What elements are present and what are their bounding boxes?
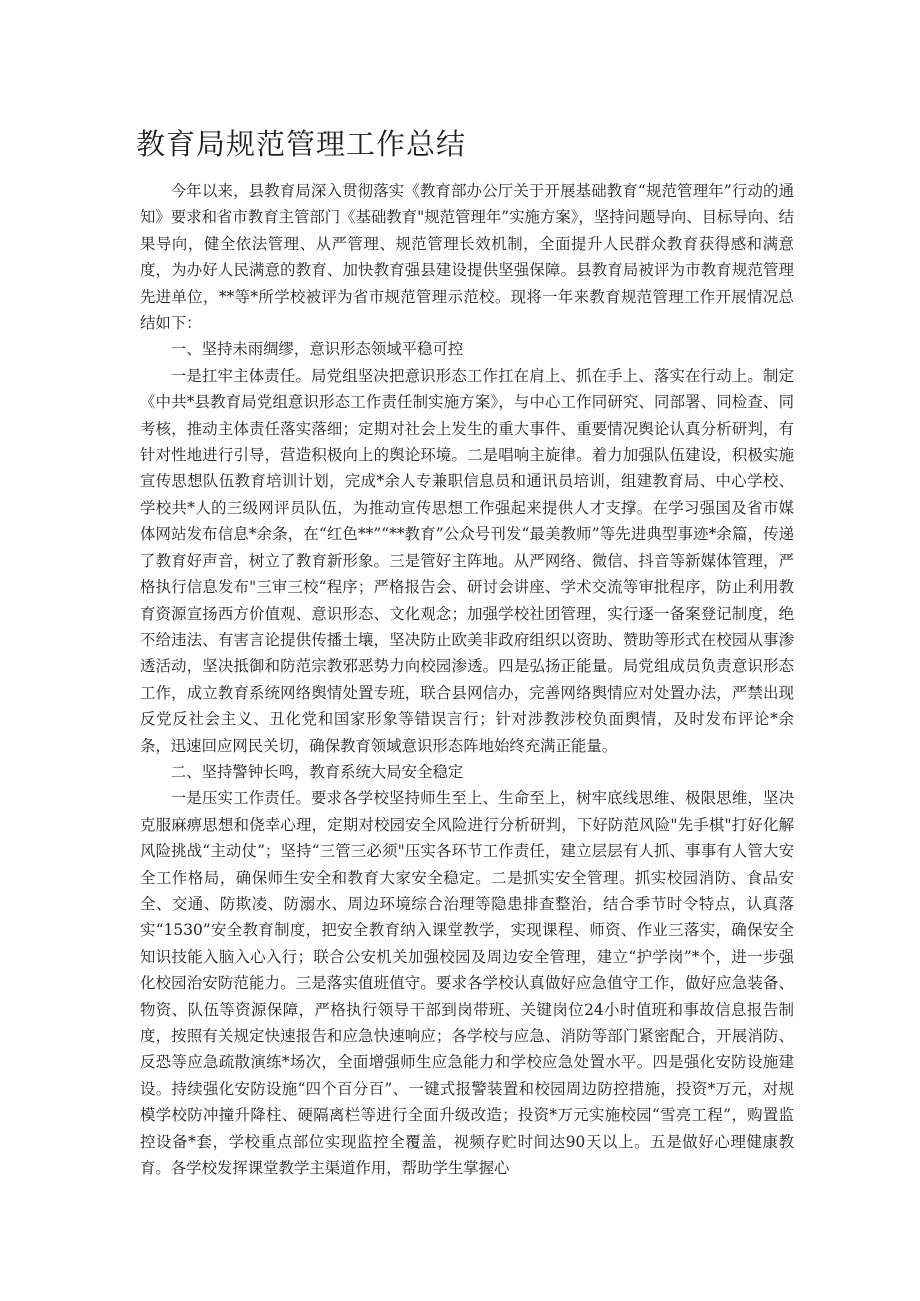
section-2-paragraph: 一是压实工作责任。要求各学校坚持师生至上、生命至上，树牢底线思维、极限思维，坚决克服麻痹思想和侥幸心理，定期对校园安全风险进行分析研判，下好防范风险"先手棋"打好化解风险挑战“主动仗”；坚持“三管三必须"压实各环节工作责任，建立层层有人抓、事事有人管大安全工作格局，确保师生安全和教育大家安全稳定。二是抓实安全管理。抓实校园消防、食品安全、交通、防欺凌、防溺水、周边环境综合治理等隐患排查整治，结合季节时令特点，认真落实“1530”安全教育制度，把安全教育纳入课堂教学，实现课程、师资、作业三落实，确保安全知识技能入脑入心入行；联合公安机关加强校园及周边安全管理，建立“护学岗”*个，进一步强化校园治安防范能力。三是落实值班值守。要求各学校认真做好应急值守工作，做好应急装备、物资、队伍等资源保障，严格执行领导干部到岗带班、关键岗位24小时值班和事故信息报告制度，按照有关规定快速报告和应急快速响应；各学校与应急、消防等部门紧密配合，开展消防、反恐等应急疏散演练*场次，全面增强师生应急能力和学校应急处置水平。四是强化安防设施建设。持续强化安防设施“四个百分百”、一键式报警装置和校园周边防控措施，投资*万元，对规模学校防冲撞升降柱、硬隔离栏等进行全面升级改造；投资*万元实施校园“雪亮工程”，购置监控设备*套，学校重点部位实现监控全覆盖，视频存贮时间达90天以上。五是做好心理健康教育。各学校发挥课堂教学主渠道作用，帮助学生掌握心 <box>140 789 794 1178</box>
document-body <box>140 178 794 1181</box>
intro-paragraph: 今年以来，县教育局深入贯彻落实《教育部办公厅关于开展基础教育“规范管理年”行动的通知》要求和省市教育主管部门《基础教育"规范管理年”实施方案》，坚持问题导向、目标导向、结果导向，健全依法管理、从严管理、规范管理长效机制，全面提升人民群众教育获得感和满意度，为办好人民满意的教育、加快教育强县建设提供坚强保障。县教育局被评为市教育规范管理先进单位，**等*所学校被评为省市规范管理示范校。现将一年来教育规范管理工作开展情况总结如下： <box>140 182 794 333</box>
section-2-heading: 二、坚持警钟长鸣，教育系统大局安全稳定 <box>170 762 464 781</box>
section-1-heading: 一、坚持未雨绸缪，意识形态领域平稳可控 <box>170 340 464 359</box>
section-1-paragraph: 一是扛牢主体责任。局党组坚决把意识形态工作扛在肩上、抓在手上、落实在行动上。制定《中共*县教育局党组意识形态工作责任制实施方案》，与中心工作同研究、同部署、同检查、同考核，推动主体责任落实落细；定期对社会上发生的重大事件、重要情况舆论认真分析研判，有针对性地进行引导，营造积极向上的舆论环境。二是唱响主旋律。着力加强队伍建设，积极实施宣传思想队伍教育培训计划，完成*余人专兼职信息员和通讯员培训，组建教育局、中心学校、学校共*人的三级网评员队伍，为推动宣传思想工作强起来提供人才支撑。在学习强国及省市媒体网站发布信息*余条，在“红色**”“**教育”公众号刊发“最美教师”等先进典型事迹*余篇，传递了教育好声音，树立了教育新形象。三是管好主阵地。从严网络、微信、抖音等新媒体管理，严格执行信息发布"三审三校“程序；严格报告会、研讨会讲座、学术交流等审批程序，防止利用教育资源宣扬西方价值观、意识形态、文化观念；加强学校社团管理，实行逐一备案登记制度，绝不给违法、有害言论提供传播土壤，坚决防止欧美非政府组织以资助、赞助等形式在校园从事渗透活动，坚决抵御和防范宗教邪恶势力向校园渗透。四是弘扬正能量。局党组成员负责意识形态工作，成立教育系统网络舆情处置专班，联合县网信办，完善网络舆情应对处置办法，严禁出现反党反社会主义、丑化党和国家形象等错误言行；针对涉教涉校负面舆情，及时发布评论*余条，迅速回应网民关切，确保教育领域意识形态阵地始终充满正能量。 <box>140 366 794 755</box>
document-title: 教育局规范管理工作总结 <box>136 127 467 161</box>
